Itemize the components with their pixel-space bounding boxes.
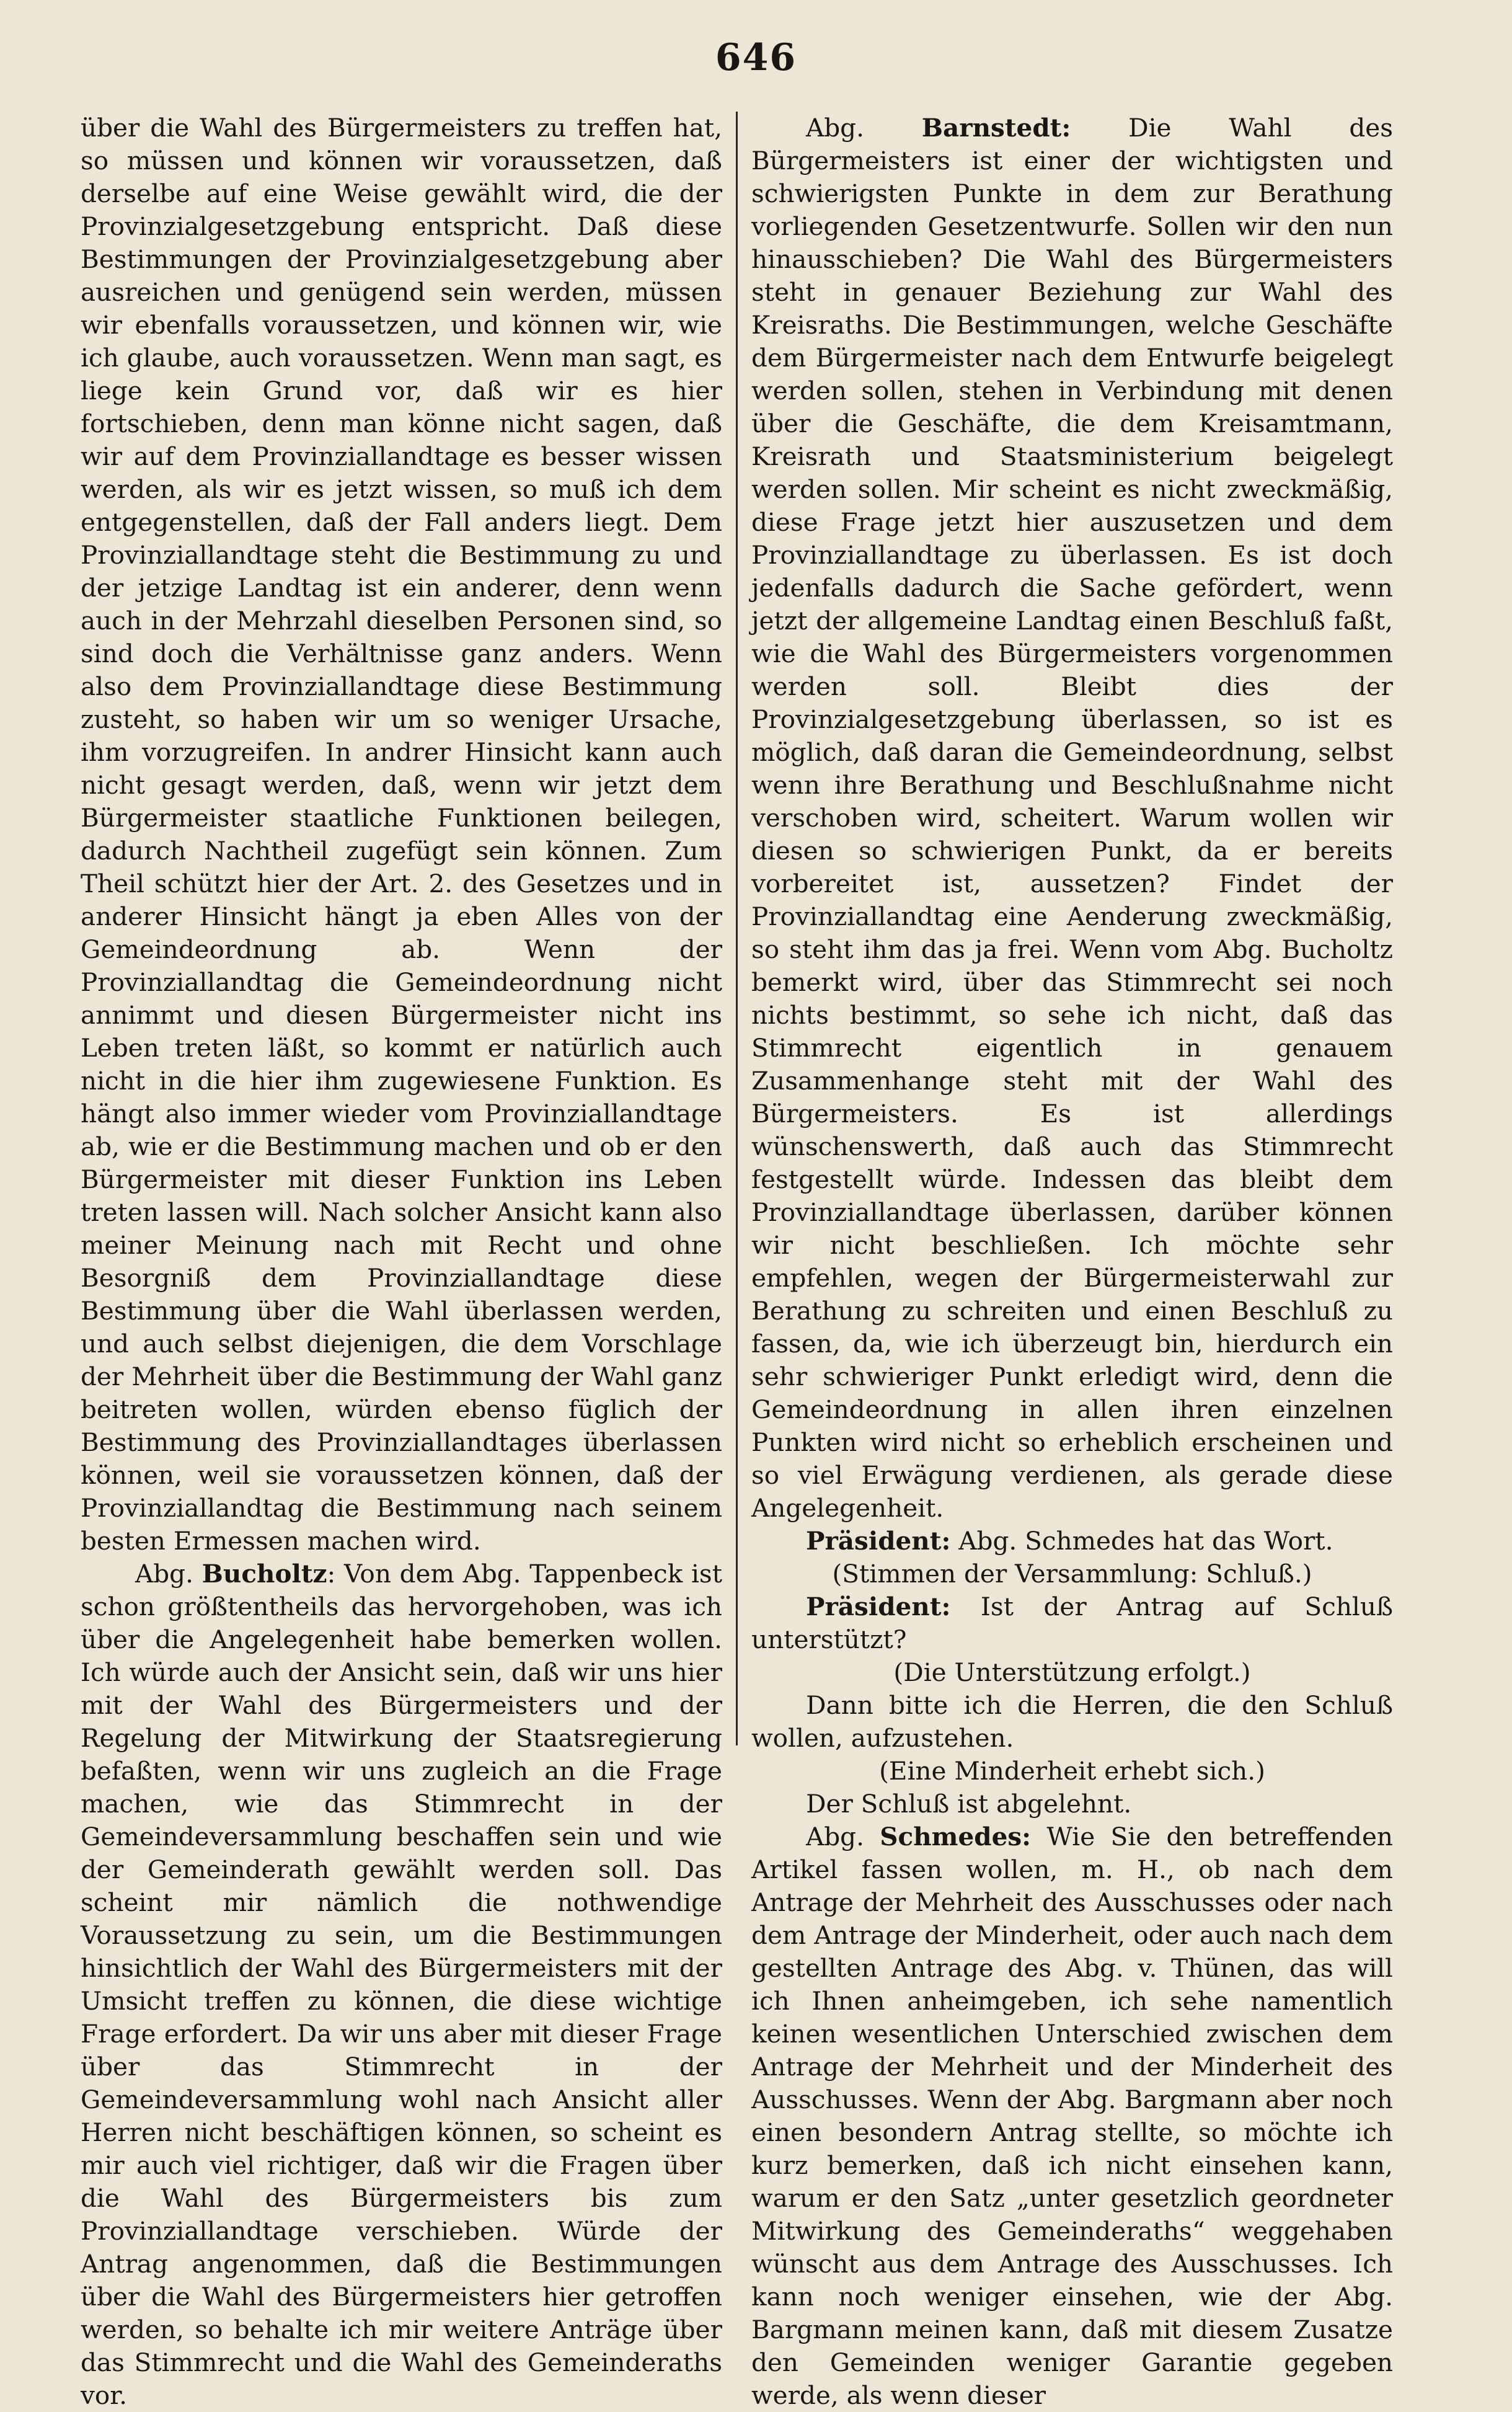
paragraph: [751, 1590, 1393, 1656]
paragraph: [751, 1788, 1393, 1820]
paragraph: [751, 1689, 1393, 1755]
paragraph: [81, 1558, 722, 2412]
speaker-name: Präsident:: [806, 1592, 951, 1621]
speaker-name: Barnstedt:: [921, 113, 1071, 143]
right-column: [751, 112, 1393, 2412]
paragraph-text: Von dem Abg. Tappenbeck ist schon größtentheils das hervorgehoben, was ich über die Angelegenheit habe bemerken wollen. Ich würde auch der Ansicht sein, daß wir uns hier mit der Wahl des Bürgermeisters und der Regelung der Mitwirkung der Staatsregierung befaßten, wenn wir uns zugleich an die Frage machen, wie das Stimmrecht in der Gemeindeversammlung beschaffen sein und wie der Gemeinderath gewählt werden soll. Das scheint mir nämlich die nothwendige Voraussetzung zu sein, um die Bestimmungen hinsichtlich der Wahl des Bürgermeisters mit der Umsicht treffen zu können, die diese wichtige Frage erfordert. Da wir uns aber mit dieser Frage über das Stimmrecht in der Gemeindeversammlung wohl nach Ansicht aller Herren nicht beschäftigen können, so scheint es mir auch viel richtiger, daß wir die Fragen über die Wahl des Bürgermeisters bis zum Provinziallandtage verschieben. Würde der Antrag angenommen, daß die Bestimmungen über die Wahl des Bürgermeisters hier getroffen werden, so behalte ich mir weitere Anträge über das Stimmrecht und die Wahl des Gemeinderaths vor.: [81, 1559, 722, 2410]
speaker-prefix: Abg.: [135, 1559, 202, 1589]
speaker-name: Bucholtz: [201, 1559, 327, 1589]
speaker-name: Präsident:: [806, 1526, 951, 1556]
page-number: 646: [715, 36, 797, 79]
paragraph-text: Wie Sie den betreffenden Artikel fassen wollen, m. H., ob nach dem Antrage der Mehrheit des Ausschusses oder nach dem Antrage der Minderheit, oder auch nach dem gestellten Antrage des Abg. v. Thünen, das will ich Ihnen anheimgeben, ich sehe namentlich keinen wesentlichen Unterschied zwischen dem Antrage der Mehrheit und der Minderheit des Ausschusses. Wenn der Abg. Bargmann aber noch einen besondern Antrag stellte, so möchte ich kurz bemerken, daß ich nicht einsehen kann, warum er den Satz „unter gesetzlich geordneter Mitwirkung des Gemeinderaths“ weggehaben wünscht aus dem Antrage des Ausschusses. Ich kann noch weniger einsehen, wie der Abg. Bargmann meinen kann, daß mit diesem Zusatze den Gemeinden weniger Garantie gegeben werde, als wenn dieser: [751, 1822, 1394, 2410]
paragraph-text: Ist der Antrag auf Schluß unterstützt?: [751, 1592, 1393, 1654]
column-divider: [736, 112, 738, 1745]
speaker-prefix: Abg.: [806, 113, 864, 143]
paragraph-text: Dann bitte ich die Herren, die den Schluß wollen, aufzustehen.: [751, 1690, 1393, 1753]
speaker-prefix: Abg.: [806, 1822, 864, 1851]
paragraph-text: über die Wahl des Bürgermeisters zu treffen hat, so müssen und können wir voraussetzen, daß derselbe auf eine Weise gewählt wird, die der Provinzialgesetzgebung entspricht. Daß diese Bestimmungen der Provinzialgesetzgebung aber ausreichen und genügend sein werden, müssen wir ebenfalls voraussetzen, und können wir, wie ich glaube, auch voraussetzen. Wenn man sagt, es liege kein Grund vor, daß wir es hier fortschieben, denn man könne nicht sagen, daß wir auf dem Provinziallandtage es besser wissen werden, als wir es jetzt wissen, so muß ich dem entgegenstellen, daß der Fall anders liegt. Dem Provinziallandtage steht die Bestimmung zu und der jetzige Landtag ist ein anderer, denn wenn auch in der Mehrzahl dieselben Personen sind, so sind doch die Verhältnisse ganz anders. Wenn also dem Provinziallandtage diese Bestimmung zusteht, so haben wir um so weniger Ursache, ihm vorzugreifen. In andrer Hinsicht kann auch nicht gesagt werden, daß, wenn wir jetzt dem Bürgermeister staatliche Funktionen beilegen, dadurch Nachtheil zugefügt sein können. Zum Theil schützt hier der Art. 2. des Gesetzes und in anderer Hinsicht hängt ja eben Alles von der Gemeindeordnung ab. Wenn der Provinziallandtag die Gemeindeordnung nicht annimmt und diesen Bürgermeister nicht ins Leben treten läßt, so kommt er natürlich auch nicht in die hier ihm zugewiesene Funktion. Es hängt also immer wieder vom Provinziallandtage ab, wie er die Bestimmung machen und ob er den Bürgermeister mit dieser Funktion ins Leben treten lassen will. Nach solcher Ansicht kann also meiner Meinung nach mit Recht und ohne Besorgniß dem Provinziallandtage diese Bestimmung über die Wahl überlassen werden, und auch selbst diejenigen, die dem Vorschlage der Mehrheit über die Bestimmung der Wahl ganz beitreten wollen, würden ebenso füglich der Bestimmung des Provinziallandtages überlassen können, weil sie voraussetzen können, daß der Provinziallandtag die Bestimmung nach seinem besten Ermessen machen wird.: [81, 113, 722, 1556]
stage-note: (Eine Minderheit erhebt sich.): [879, 1756, 1265, 1786]
paragraph: [751, 1525, 1393, 1558]
speaker-name: Schmedes:: [880, 1822, 1032, 1851]
paragraph-text: Der Schluß ist abgelehnt.: [806, 1789, 1132, 1819]
stage-note: (Stimmen der Versammlung: Schluß.): [832, 1559, 1312, 1589]
left-column: [81, 112, 722, 2412]
paragraph-text: Abg. Schmedes hat das Wort.: [958, 1526, 1333, 1556]
paragraph-text: Die Wahl des Bürgermeisters ist einer der wichtigsten und schwierigsten Punkte in dem zur Berathung vorliegenden Gesetzentwurfe. Sollen wir den nun hinausschieben? Die Wahl des Bürgermeisters steht in genauer Beziehung zur Wahl des Kreisraths. Die Bestimmungen, welche Geschäfte dem Bürgermeister nach dem Entwurfe beigelegt werden sollen, stehen in Verbindung mit denen über die Geschäfte, die dem Kreisamtmann, Kreisrath und Staatsministerium beigelegt werden sollen. Mir scheint es nicht zweckmäßig, diese Frage jetzt hier auszusetzen und dem Provinziallandtage zu überlassen. Es ist doch jedenfalls dadurch die Sache gefördert, wenn jetzt der allgemeine Landtag einen Beschluß faßt, wie die Wahl des Bürgermeisters vorgenommen werden soll. Bleibt dies der Provinzialgesetzgebung überlassen, so ist es möglich, daß daran die Gemeindeordnung, selbst wenn ihre Berathung und Beschlußnahme nicht verschoben wird, scheitert. Warum wollen wir diesen so schwierigen Punkt, da er bereits vorbereitet ist, aussetzen? Findet der Provinziallandtag eine Aenderung zweckmäßig, so steht ihm das ja frei. Wenn vom Abg. Bucholtz bemerkt wird, über das Stimmrecht sei noch nichts bestimmt, so sehe ich nicht, daß das Stimmrecht eigentlich in genauem Zusammenhange steht mit der Wahl des Bürgermeisters. Es ist allerdings wünschenswerth, daß auch das Stimmrecht festgestellt würde. Indessen das bleibt dem Provinziallandtage überlassen, darüber können wir nicht beschließen. Ich möchte sehr empfehlen, wegen der Bürgermeisterwahl zur Berathung zu schreiten und einen Beschluß zu fassen, da, wie ich überzeugt bin, hierdurch ein sehr schwieriger Punkt erledigt wird, denn die Gemeindeordnung in allen ihren einzelnen Punkten wird nicht so erheblich erscheinen und so viel Erwägung verdienen, als gerade diese Angelegenheit.: [751, 113, 1394, 1523]
paragraph: [751, 112, 1393, 1525]
paragraph: [751, 1820, 1393, 2412]
stage-note: (Die Unterstützung erfolgt.): [893, 1657, 1251, 1687]
speaker-colon: :: [327, 1559, 344, 1589]
paragraph: [81, 112, 722, 1558]
